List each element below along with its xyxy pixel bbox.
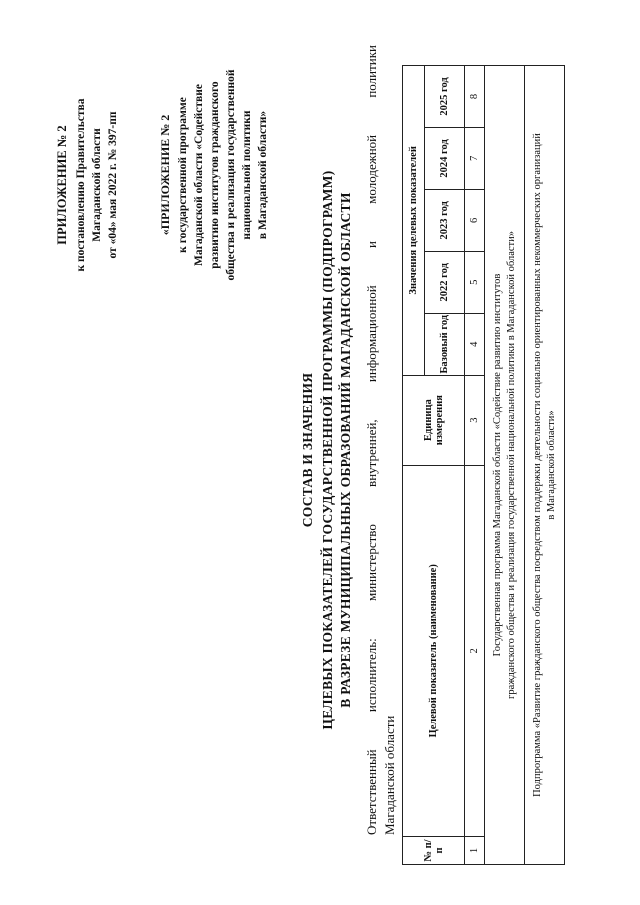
column-number-6: 6: [465, 189, 485, 251]
program-row: [485, 66, 525, 865]
document-title-line-2: ЦЕЛЕВЫХ ПОКАЗАТЕЛЕЙ ГОСУДАРСТВЕННОЙ ПРОГРАММЫ (ПОДПРОГРАММ): [320, 170, 335, 730]
appendix-line-2: Магаданской области: [91, 128, 103, 242]
header-unit: Единица измерения: [403, 375, 465, 465]
responsible-executor-line-1: Ответственный исполнитель: министерство внутренней, информационной и молодежной политики: [364, 45, 379, 835]
subprogram-name-line-1: Подпрограмма «Развитие гражданского общества посредством поддержки деятельности социально ориентированных некоммерческих организаций: [531, 133, 543, 797]
inner-appendix-line-5: национальной политики: [241, 110, 253, 240]
column-number-4: 4: [465, 313, 485, 375]
column-number-5: 5: [465, 251, 485, 313]
inner-appendix-line-1: к государственной программе: [177, 97, 189, 253]
responsible-executor-line-2: Магаданской области: [382, 715, 397, 835]
inner-appendix-line-6: в Магаданской области»: [257, 110, 269, 240]
subprogram-name-line-2: в Магаданской области»: [545, 410, 557, 520]
document-title-line-3: В РАЗРЕЗЕ МУНИЦИПАЛЬНЫХ ОБРАЗОВАНИЙ МАГАДАНСКОЙ ОБЛАСТИ: [338, 192, 353, 708]
indicators-table: [402, 65, 565, 865]
program-name-line-2: гражданского общества и реализация государственной национальной политики в Магаданской области»: [505, 231, 517, 699]
inner-appendix-line-3: развитию институтов гражданского: [209, 81, 221, 269]
header-2024: 2024 год: [425, 127, 465, 189]
appendix-line-3: от «04» мая 2022 г. № 397-пп: [107, 111, 119, 259]
inner-appendix-line-4: общества и реализация государственной: [225, 69, 237, 281]
header-2023: 2023 год: [425, 189, 465, 251]
appendix-title: ПРИЛОЖЕНИЕ № 2: [55, 125, 69, 245]
document-title-line-1: СОСТАВ И ЗНАЧЕНИЯ: [300, 372, 315, 528]
header-base-year: Базовый год: [425, 313, 465, 375]
header-2022: 2022 год: [425, 251, 465, 313]
column-number-8: 8: [465, 66, 485, 128]
column-number-3: 3: [465, 375, 485, 465]
subprogram-row: [525, 66, 565, 865]
appendix-line-1: к постановлению Правительства: [75, 98, 87, 272]
header-indicator: Целевой показатель (наименование): [403, 465, 465, 836]
inner-appendix-title: «ПРИЛОЖЕНИЕ № 2: [158, 114, 172, 236]
header-2025: 2025 год: [425, 66, 465, 128]
inner-appendix-line-2: Магаданской области «Содействие: [193, 84, 205, 266]
header-values: Значения целевых показателей: [403, 66, 425, 376]
program-name-line-1: Государственная программа Магаданской области «Содействие развитию институтов: [491, 273, 503, 657]
column-number-1: 1: [465, 837, 485, 865]
header-num: № п/п: [403, 837, 465, 865]
column-number-7: 7: [465, 127, 485, 189]
column-number-2: 2: [465, 465, 485, 836]
